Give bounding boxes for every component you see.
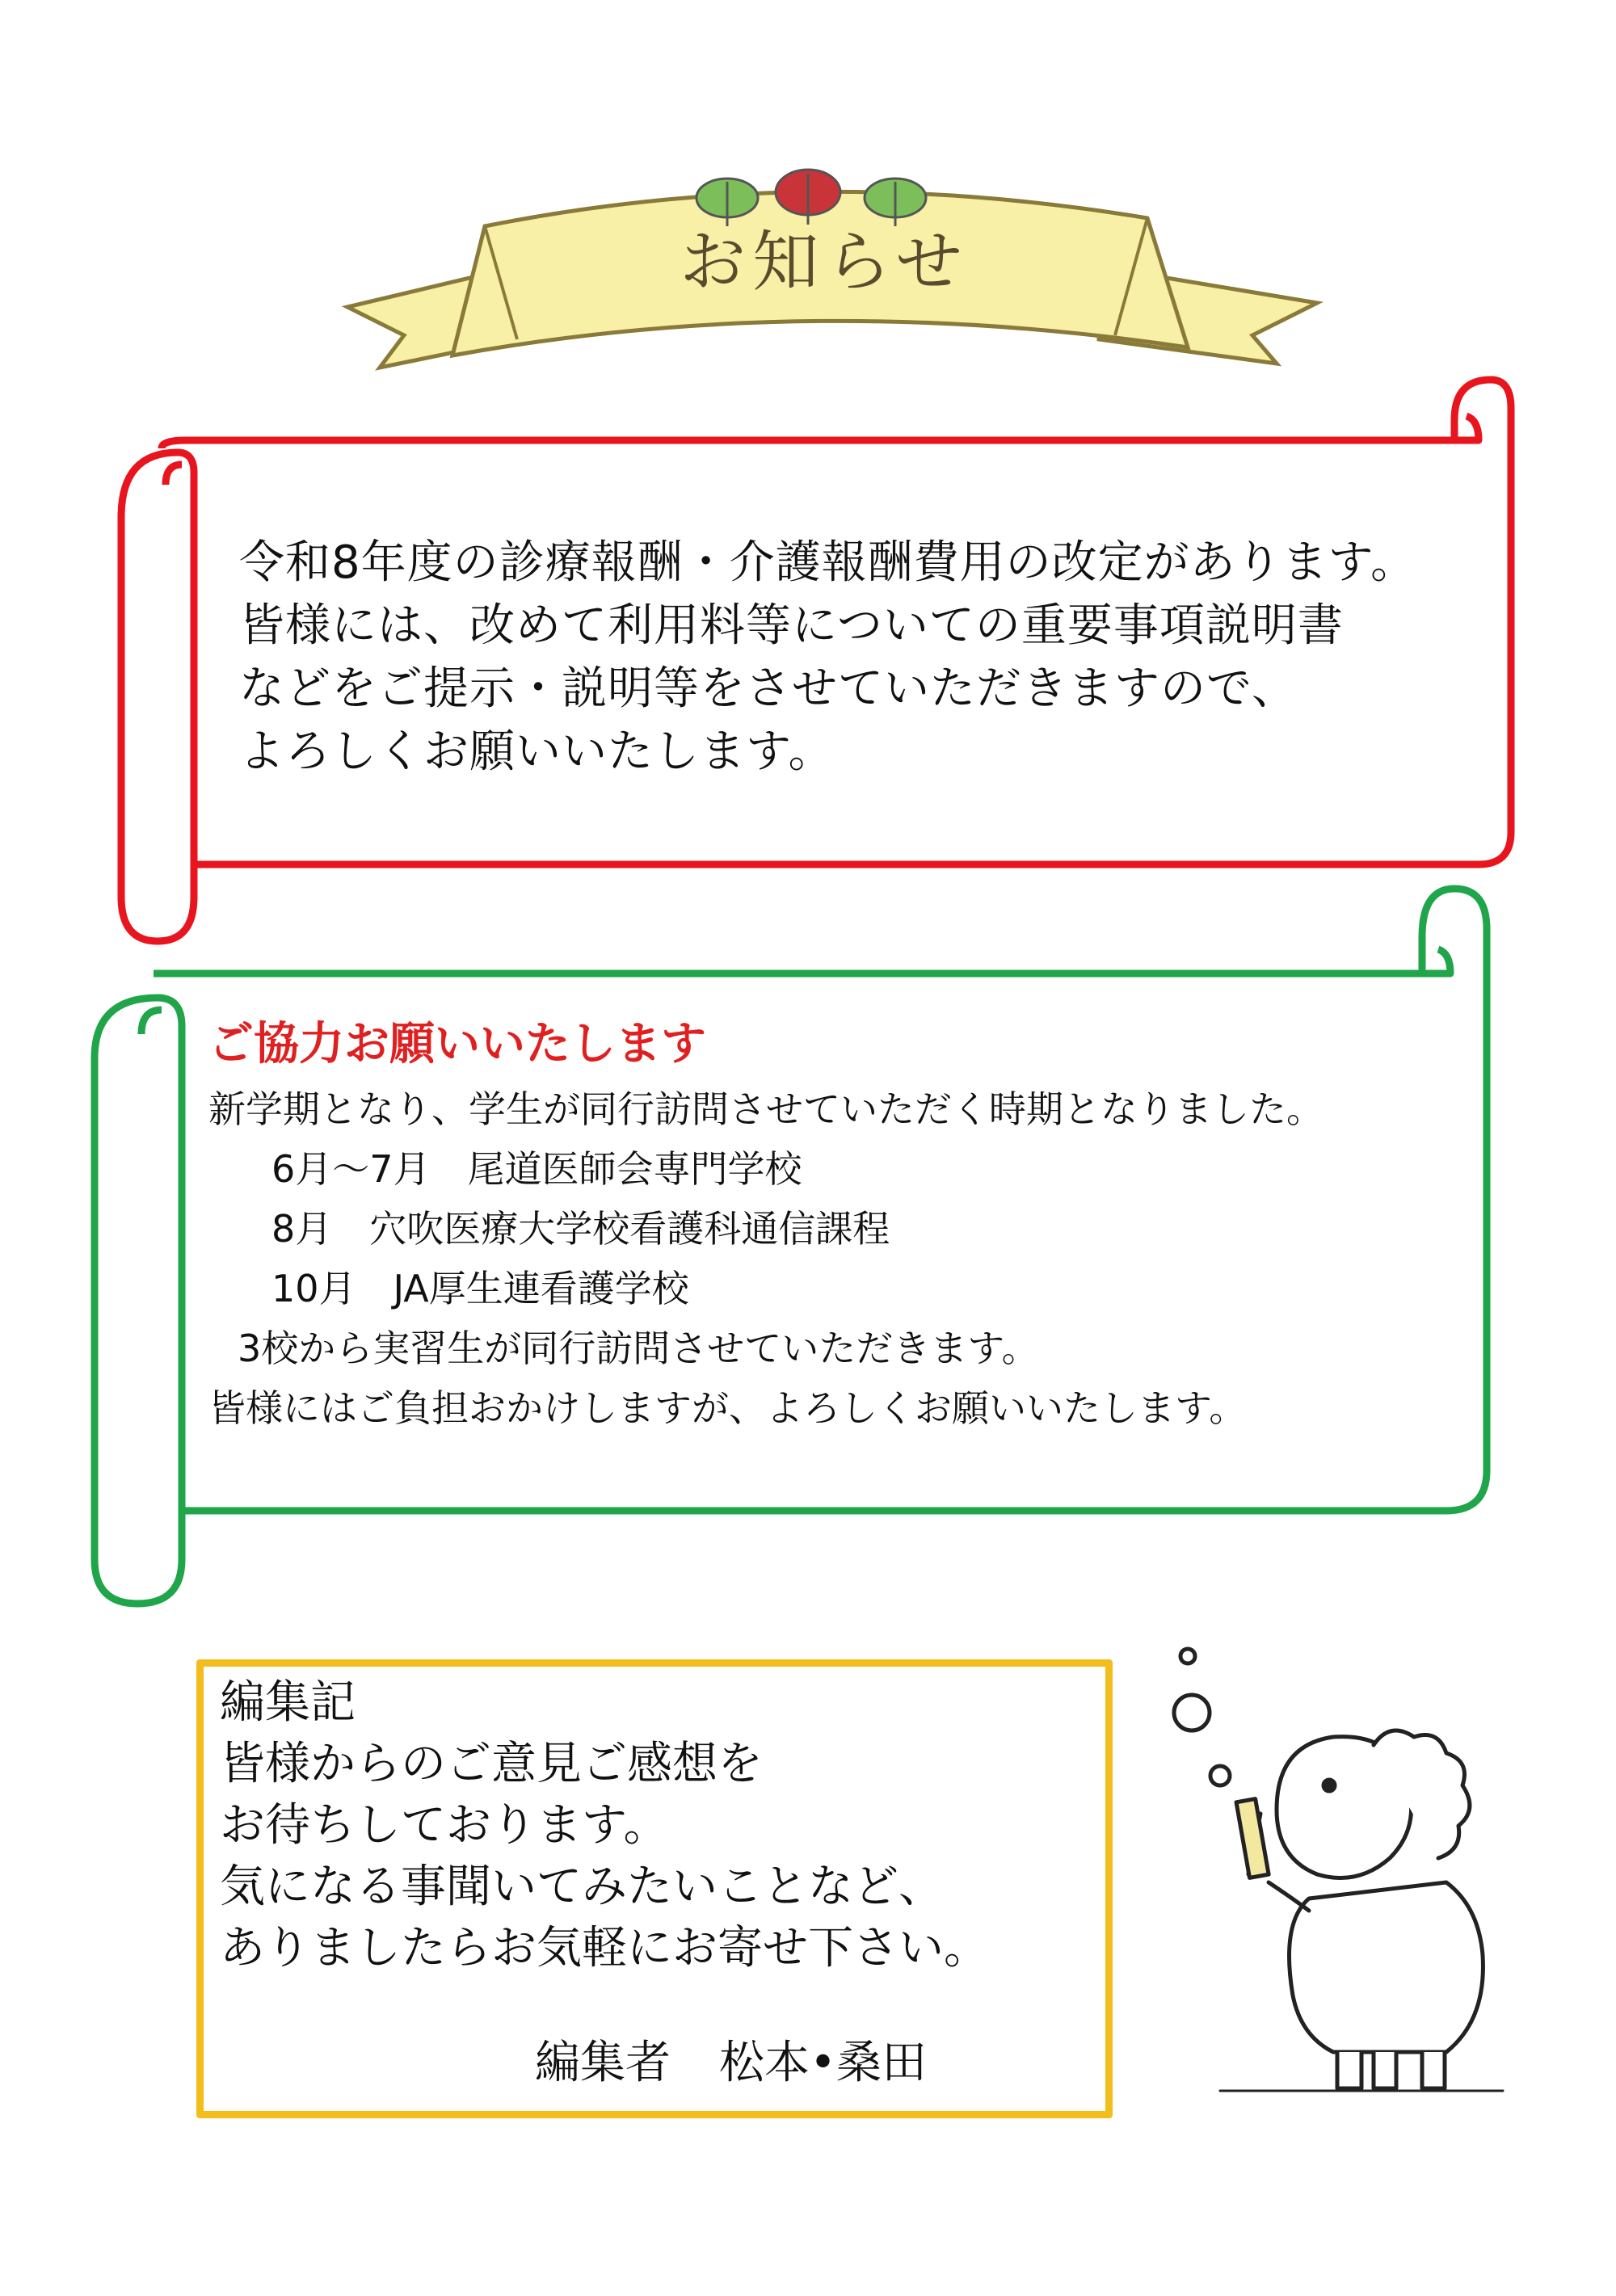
notice-line: よろしくお願いいたします。	[239, 725, 835, 778]
cooperation-title: ご協力お願いいたします	[208, 1018, 706, 1070]
editor-line: ありましたらお気軽にお寄せ下さい。	[220, 1922, 989, 1974]
cooperation-body	[208, 1079, 1469, 1438]
cooperation-closing: 皆様にはご負担おかけしますが、よろしくお願いいたします。	[208, 1386, 1247, 1430]
editor-signature-names: 松本•桑田	[719, 2037, 928, 2089]
sheep-blowing-bubbles-icon	[1174, 1649, 1503, 2091]
cooperation-intro: 新学期となり、学生が同行訪問させていただく時期となりました。	[208, 1087, 1324, 1131]
notice-line: などをご提示・説明等をさせていただきますので、	[239, 662, 1298, 715]
notice-text	[239, 532, 1483, 784]
editor-signature	[535, 2033, 927, 2094]
school-item: 8月 穴吹医療大学校看護科通信課程	[271, 1207, 890, 1251]
notice-line: 皆様には、改めて利用料等についての重要事項説明書	[239, 599, 1344, 652]
cooperation-summary: 3校から実習生が同行訪問させていただきます。	[238, 1327, 1039, 1370]
school-item: 6月～7月 尾道医師会専門学校	[271, 1147, 802, 1191]
editor-heading: 編集記	[220, 1676, 356, 1729]
editor-line: 皆様からのご意見ご感想を	[220, 1738, 763, 1790]
editor-line: 気になる事聞いてみたいことなど、	[220, 1861, 944, 1913]
editor-note-text	[220, 1672, 1076, 1979]
notice-line: 令和8年度の診療報酬・介護報酬費用の改定があります。	[239, 536, 1417, 589]
editor-signature-label: 編集者	[535, 2037, 671, 2089]
editor-line: お待ちしております。	[220, 1799, 669, 1852]
banner-title: お知らせ	[680, 224, 969, 301]
school-item: 10月 JA厚生連看護学校	[271, 1267, 689, 1310]
